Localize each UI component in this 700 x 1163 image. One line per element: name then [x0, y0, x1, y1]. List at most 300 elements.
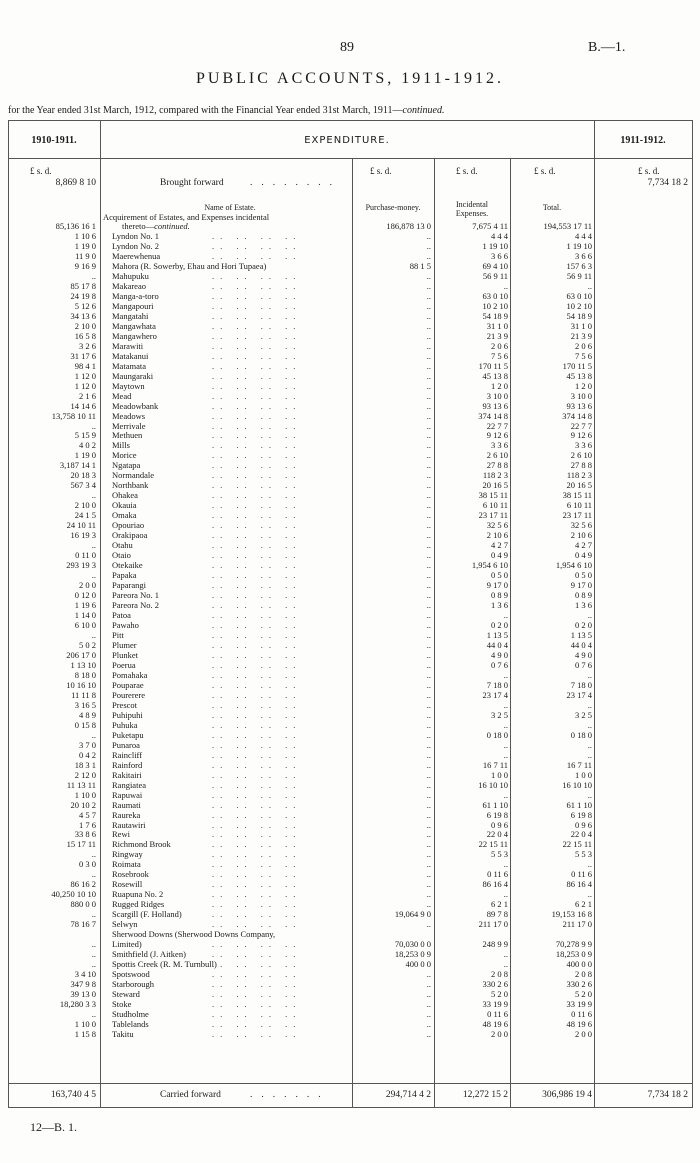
cell-incidental-expenses: 22 15 11 [478, 839, 508, 850]
cell-1910-amount: .. [91, 1009, 96, 1020]
cell-purchase-money: .. [426, 699, 431, 710]
cell-estate-name: Normandale [112, 470, 155, 481]
cell-incidental-expenses: 22 7 7 [486, 420, 508, 431]
cell-total: 6 10 11 [566, 500, 592, 511]
cell-estate-name: Stoke [112, 999, 132, 1010]
cell-incidental-expenses: 0 8 9 [491, 590, 508, 601]
cell-1910-amount: 39 13 0 [70, 989, 96, 1000]
unit-total: £ s. d. [534, 166, 556, 176]
cell-total: 3 6 6 [575, 250, 592, 261]
cell-purchase-money: .. [426, 450, 431, 461]
cell-total: 6 2 1 [575, 899, 592, 910]
cell-estate-name: Ngatapa [112, 460, 141, 471]
leader-dots: .. .. .. .. [212, 610, 302, 621]
leader-dots: .. .. .. .. [212, 410, 302, 421]
cell-1910-amount: 0 4 2 [79, 749, 96, 760]
cell-total: 0 18 0 [570, 729, 592, 740]
cell-total: .. [587, 280, 592, 291]
cell-total: 0 7 6 [575, 659, 592, 670]
cell-estate-name: Spotswood [112, 969, 150, 980]
leader-dots: .. .. .. .. [212, 480, 302, 491]
cell-incidental-expenses: 20 16 5 [482, 480, 508, 491]
leader-dots: .. .. .. .. [212, 320, 302, 331]
cell-estate-name: Pawaho [112, 620, 139, 630]
table-row [0, 641, 700, 650]
leader-dots: .. .. .. .. [212, 749, 302, 760]
leader-dots: .. .. .. .. [212, 829, 302, 840]
cell-1910-amount: 3 16 5 [74, 699, 96, 710]
leader-dots: .. .. .. .. [212, 450, 302, 461]
table-row [0, 840, 700, 849]
cell-incidental-expenses: 2 0 0 [491, 1028, 508, 1039]
cell-total: 2 6 10 [570, 450, 592, 461]
cell-purchase-money: .. [426, 610, 431, 621]
cell-total: 16 10 10 [562, 779, 592, 790]
cell-estate-name: Mangatahi [112, 310, 149, 321]
cell-total: 2 10 6 [570, 530, 592, 541]
cell-purchase-money: .. [426, 560, 431, 571]
cell-incidental-expenses: 1 0 0 [491, 769, 508, 780]
cell-incidental-expenses: 16 10 10 [478, 779, 508, 790]
table-row [0, 501, 700, 510]
table-row [0, 402, 700, 411]
cell-incidental-expenses: 33 19 9 [482, 999, 508, 1010]
cell-1910-amount: 3 2 6 [79, 340, 96, 351]
carried-forward-purchase: 294,714 4 2 [385, 1090, 431, 1100]
table-row [0, 811, 700, 820]
cell-total: 0 2 0 [575, 620, 592, 630]
cell-estate-name: Omaka [112, 510, 137, 521]
leader-dots: .. .. .. .. [212, 340, 302, 351]
cell-estate-name: Rosewill [112, 879, 143, 890]
cell-1910-amount: 1 19 0 [74, 450, 96, 461]
cell-total: 2 0 0 [575, 1028, 592, 1039]
cell-purchase-money: .. [426, 669, 431, 680]
cell-estate-name: Puhuka [112, 719, 138, 730]
cell-total: 1 19 10 [566, 240, 592, 251]
cell-incidental-expenses: 63 0 10 [482, 290, 508, 301]
cell-incidental-expenses: 56 9 11 [482, 270, 508, 281]
cell-1910-amount: 2 10 0 [74, 320, 96, 331]
table-row [0, 581, 700, 590]
cell-incidental-expenses: 48 19 6 [482, 1019, 508, 1029]
cell-total: 0 8 9 [575, 590, 592, 601]
leader-dots: .. .. .. .. [212, 879, 302, 890]
cell-purchase-money: 18,253 0 9 [394, 949, 431, 960]
table-row [0, 362, 700, 371]
cell-total: 86 16 4 [566, 879, 592, 890]
cell-incidental-expenses: 374 14 8 [478, 410, 508, 421]
cell-incidental-expenses: 45 13 8 [482, 370, 508, 381]
table-row [0, 711, 700, 720]
table-row [0, 1010, 700, 1019]
cell-total: 6 19 8 [570, 809, 592, 820]
leader-dots: .. .. .. .. [212, 370, 302, 381]
cell-1910-amount: 0 12 0 [74, 590, 96, 601]
cell-total: .. [587, 789, 592, 800]
leader-dots: .. .. .. .. [212, 530, 302, 541]
cell-purchase-money: .. [426, 749, 431, 760]
cell-purchase-money: .. [426, 500, 431, 511]
cell-incidental-expenses: .. [503, 959, 508, 970]
leader-dots: .. .. .. .. [212, 490, 302, 501]
cell-purchase-money: .. [426, 550, 431, 561]
leader-dots: .. .. .. .. [212, 919, 302, 930]
cell-incidental-expenses: 3 3 6 [491, 440, 508, 451]
leader-dots: .. .. .. .. [212, 560, 302, 571]
cell-estate-name: Patoa [112, 610, 131, 621]
cell-estate-name: Marawiti [112, 340, 144, 351]
cell-1910-amount: 880 0 0 [70, 899, 96, 910]
cell-estate-name: Selwyn [112, 919, 138, 930]
cell-1910-amount: .. [91, 959, 96, 970]
leader-dots: .. .. .. .. [212, 400, 302, 411]
cell-1910-amount: 2 10 0 [74, 500, 96, 511]
table-row [0, 850, 700, 859]
cell-incidental-expenses: 54 18 9 [482, 310, 508, 321]
cell-estate-name: Mangawhero [112, 330, 157, 341]
cell-estate-name: Plunket [112, 649, 138, 660]
cell-estate-name: Rapuwai [112, 789, 143, 800]
cell-estate-name: Lyndon No. 1 [112, 230, 159, 241]
cell-total: 330 2 6 [566, 979, 592, 990]
table-row [0, 940, 700, 949]
cell-1910-amount: 16 5 8 [74, 330, 96, 341]
table-row [0, 721, 700, 730]
cell-total: 63 0 10 [566, 290, 592, 301]
cell-estate-name: Otekaike [112, 560, 143, 571]
cell-incidental-expenses: 86 16 4 [482, 879, 508, 890]
table-row [0, 441, 700, 450]
brought-forward-1910: 8,869 8 10 [55, 178, 96, 188]
cell-1910-amount: .. [91, 420, 96, 431]
cell-1910-amount: 293 19 3 [66, 560, 96, 571]
leader-dots: .. .. .. .. [212, 689, 302, 700]
cell-total: 7 18 0 [570, 679, 592, 690]
cell-estate-name: Starborough [112, 979, 155, 990]
table-row [0, 332, 700, 341]
cell-incidental-expenses: 9 17 0 [486, 580, 508, 591]
cell-purchase-money: .. [426, 769, 431, 780]
leader-dots: .. .. .. .. [212, 270, 302, 281]
table-row [0, 741, 700, 750]
cell-estate-name: Rainford [112, 759, 143, 770]
section-heading-line1: Acquirement of Estates, and Expenses incidental [103, 212, 270, 222]
cell-incidental-expenses: 9 12 6 [486, 430, 508, 441]
cell-purchase-money: .. [426, 689, 431, 700]
cell-purchase-money: .. [426, 989, 431, 1000]
cell-total: 170 11 5 [562, 360, 592, 371]
section-heading-row [0, 213, 700, 222]
section-heading-continued: continued. [154, 221, 190, 231]
cell-incidental-expenses: 211 17 0 [478, 919, 508, 930]
cell-incidental-expenses: 7,675 4 11 [472, 221, 508, 231]
leader-dots: .. .. .. .. [212, 969, 302, 980]
carried-forward-incidental: 12,272 15 2 [462, 1090, 508, 1100]
cell-total: 2 0 8 [575, 969, 592, 980]
cell-1910-amount: 0 11 0 [75, 550, 96, 561]
table-row [0, 651, 700, 660]
cell-1910-amount: 86 16 2 [70, 879, 96, 890]
header-expenditure: EXPENDITURE. [304, 135, 390, 146]
cell-total: 1 2 0 [575, 380, 592, 391]
column-name-of-estate: Name of Estate. [204, 203, 256, 212]
cell-1910-amount: 1 19 0 [74, 240, 96, 251]
cell-total: 2 0 6 [575, 340, 592, 351]
cell-1910-amount: 3 4 10 [74, 969, 96, 980]
table-row [0, 541, 700, 550]
cell-purchase-money: .. [426, 869, 431, 880]
cell-1910-amount: 1 12 0 [74, 370, 96, 381]
cell-total: 3 2 5 [575, 709, 592, 720]
leader-dots: .. .. .. .. [212, 300, 302, 311]
cell-purchase-money: 70,030 0 0 [394, 939, 431, 950]
cell-incidental-expenses: 5 2 0 [491, 989, 508, 1000]
cell-total: 0 11 6 [571, 869, 592, 880]
table-row [0, 661, 700, 670]
cell-incidental-expenses: .. [503, 859, 508, 870]
subtitle-text: for the Year ended 31st March, 1912, compared with the Financial Year ended 31st March, 1911— [8, 105, 403, 116]
table-row [0, 601, 700, 610]
cell-incidental-expenses: 0 9 6 [491, 819, 508, 830]
cell-estate-name: Lyndon No. 2 [112, 240, 159, 251]
column-total: Total. [542, 203, 562, 212]
document-reference: B.—1. [588, 40, 626, 55]
cell-incidental-expenses: 330 2 6 [482, 979, 508, 990]
table-row [0, 751, 700, 760]
subtitle-continued: continued. [402, 105, 445, 116]
cell-estate-name: Rakitairi [112, 769, 142, 780]
cell-total: 33 19 9 [566, 999, 592, 1010]
cell-total: 20 16 5 [566, 480, 592, 491]
table-row [0, 272, 700, 281]
cell-estate-name: Plumer [112, 639, 137, 650]
cell-purchase-money: .. [426, 879, 431, 890]
cell-total: 3 10 0 [570, 390, 592, 401]
cell-1910-amount: 20 10 2 [70, 799, 96, 810]
cell-purchase-money: .. [426, 979, 431, 990]
leader-dots: .. .. .. .. [212, 310, 302, 321]
table-row [0, 701, 700, 710]
cell-estate-name: Matakanui [112, 350, 149, 361]
cell-purchase-money: .. [426, 1019, 431, 1029]
leader-dots: .. .. .. .. [212, 460, 302, 471]
cell-1910-amount: 11 13 11 [66, 779, 96, 790]
page-subtitle [8, 105, 444, 116]
cell-total: 1 13 5 [570, 629, 592, 640]
cell-total: 9 17 0 [570, 580, 592, 591]
cell-total: 10 2 10 [566, 300, 592, 311]
cell-1910-amount: .. [91, 570, 96, 581]
cell-purchase-money: .. [426, 659, 431, 670]
leader-dots: .. .. .. .. [212, 1028, 302, 1039]
cell-incidental-expenses: 31 1 0 [486, 320, 508, 331]
cell-purchase-money: .. [426, 330, 431, 341]
cell-incidental-expenses: 3 2 5 [491, 709, 508, 720]
section-heading-line2 [122, 222, 190, 231]
cell-incidental-expenses: 16 7 11 [482, 759, 508, 770]
header-rule [8, 158, 692, 159]
cell-total: 27 8 8 [570, 460, 592, 471]
table-row [0, 222, 700, 231]
table-row [0, 1030, 700, 1039]
leader-dots: .. .. .. .. [212, 500, 302, 511]
cell-1910-amount: 24 10 11 [66, 520, 96, 531]
table-row [0, 521, 700, 530]
cell-purchase-money: .. [426, 540, 431, 551]
cell-purchase-money: .. [426, 280, 431, 291]
cell-total: 21 3 9 [570, 330, 592, 341]
cell-total: 45 13 8 [566, 370, 592, 381]
cell-incidental-expenses: 1 3 6 [491, 600, 508, 611]
table-row [0, 451, 700, 460]
cell-total: 5 5 3 [575, 849, 592, 860]
leader-dots: .. .. .. .. [212, 889, 302, 900]
cell-total: 16 7 11 [566, 759, 592, 770]
cell-incidental-expenses: 32 5 6 [486, 520, 508, 531]
cell-estate-name: Mangapouri [112, 300, 154, 311]
cell-total: 4 9 0 [575, 649, 592, 660]
cell-incidental-expenses: .. [503, 889, 508, 900]
cell-total: 9 12 6 [570, 430, 592, 441]
table-row [0, 920, 700, 929]
cell-incidental-expenses: 2 10 6 [486, 530, 508, 541]
cell-estate-name: Rangiatea [112, 779, 146, 790]
cell-purchase-money: .. [426, 530, 431, 541]
cell-1910-amount: 11 11 8 [71, 689, 96, 700]
cell-incidental-expenses: 4 9 0 [491, 649, 508, 660]
leader-dots: .. .. .. .. [212, 290, 302, 301]
cell-purchase-money: .. [426, 580, 431, 591]
cell-incidental-expenses: 4 4 4 [491, 230, 508, 241]
cell-incidental-expenses: 6 19 8 [486, 809, 508, 820]
cell-purchase-money: .. [426, 510, 431, 521]
cell-purchase-money: .. [426, 759, 431, 770]
cell-1910-amount: 13,758 10 11 [51, 410, 96, 421]
cell-purchase-money: .. [426, 649, 431, 660]
cell-purchase-money: .. [426, 600, 431, 611]
table-row [0, 960, 700, 969]
leader-dots: .. .. .. .. [212, 999, 302, 1010]
leader-dots: .. .. .. .. [212, 869, 302, 880]
cell-incidental-expenses: 27 8 8 [486, 460, 508, 471]
column-purchase-money: Purchase-money. [365, 203, 421, 212]
cell-incidental-expenses: 0 18 0 [486, 729, 508, 740]
cell-1910-amount: 34 13 6 [70, 310, 96, 321]
leader-dots: .. .. .. .. [212, 580, 302, 591]
cell-total: 32 5 6 [570, 520, 592, 531]
table-row [0, 631, 700, 640]
cell-total: 118 2 3 [566, 470, 592, 481]
cell-estate-name: Pareora No. 2 [112, 600, 159, 611]
leader-dots: .. .. .. .. [212, 380, 302, 391]
cell-total: 61 1 10 [566, 799, 592, 810]
cell-1910-amount: 85 17 8 [70, 280, 96, 291]
brought-forward-1911: 7,734 18 2 [647, 178, 688, 188]
cell-total: 374 14 8 [562, 410, 592, 421]
cell-estate-name: Roimata [112, 859, 141, 870]
cell-estate-name: Otaio [112, 550, 131, 561]
cell-incidental-expenses: .. [503, 739, 508, 750]
cell-total: 23 17 4 [566, 689, 592, 700]
table-row [0, 801, 700, 810]
cell-total: 400 0 0 [566, 959, 592, 970]
cell-incidental-expenses: 1 2 0 [491, 380, 508, 391]
leader-dots: .. .. .. .. [212, 989, 302, 1000]
cell-purchase-money: .. [426, 779, 431, 790]
cell-purchase-money: .. [426, 629, 431, 640]
cell-estate-name: Raumati [112, 799, 141, 810]
cell-1910-amount: 4 0 2 [79, 440, 96, 451]
cell-1910-amount: 4 5 7 [79, 809, 96, 820]
leader-dots: .. .. .. .. [212, 959, 302, 970]
cell-estate-name: Pareora No. 1 [112, 590, 159, 601]
cell-estate-name: Sherwood Downs (Sherwood Downs Company, [112, 929, 276, 940]
table-row [0, 611, 700, 620]
cell-purchase-money: .. [426, 969, 431, 980]
cell-total: .. [587, 699, 592, 710]
cell-total: 1 0 0 [575, 769, 592, 780]
leader-dots: .. .. .. .. [212, 899, 302, 910]
cell-incidental-expenses: 61 1 10 [482, 799, 508, 810]
cell-total: .. [587, 749, 592, 760]
table-row [0, 531, 700, 540]
cell-incidental-expenses: .. [503, 699, 508, 710]
cell-total: 0 5 0 [575, 570, 592, 581]
cell-purchase-money: .. [426, 480, 431, 491]
cell-total: 22 7 7 [570, 420, 592, 431]
table-row [0, 781, 700, 790]
cell-estate-name: Rautawiri [112, 819, 146, 830]
cell-purchase-money: .. [426, 400, 431, 411]
cell-incidental-expenses: 0 5 0 [491, 570, 508, 581]
cell-purchase-money: .. [426, 799, 431, 810]
leader-dots: .. .. .. .. [212, 779, 302, 790]
table-row [0, 322, 700, 331]
cell-incidental-expenses: 6 10 11 [482, 500, 508, 511]
cell-incidental-expenses: .. [503, 719, 508, 730]
cell-estate-name: Pourerere [112, 689, 146, 700]
leader-dots: .. .. .. .. [212, 420, 302, 431]
carried-forward-label: Carried forward [160, 1090, 221, 1100]
cell-purchase-money: .. [426, 360, 431, 371]
cell-1910-amount: .. [91, 869, 96, 880]
cell-estate-name: Scargill (F. Holland) [112, 909, 182, 920]
leader-dots: .. .. .. .. [212, 909, 302, 920]
page-title: PUBLIC ACCOUNTS, 1911-1912. [196, 70, 504, 87]
table-row [0, 431, 700, 440]
brought-forward-dots: ........ [250, 178, 341, 188]
leader-dots: .. .. .. .. [212, 939, 302, 950]
leader-dots: .. .. .. .. [212, 859, 302, 870]
table-row [0, 950, 700, 959]
cell-purchase-money: .. [426, 590, 431, 601]
table-row [0, 382, 700, 391]
table-row [0, 970, 700, 979]
leader-dots: .. .. .. .. [212, 639, 302, 650]
cell-estate-name: Papaka [112, 570, 137, 581]
cell-1910-amount: 6 10 0 [74, 620, 96, 630]
cell-1910-amount: 16 19 3 [70, 530, 96, 541]
unit-1911: £ s. d. [638, 166, 660, 176]
leader-dots: .. .. .. .. [212, 849, 302, 860]
cell-estate-name: Opouriao [112, 520, 145, 531]
footer-rule-bottom [8, 1107, 692, 1108]
cell-total: 157 6 3 [566, 260, 592, 271]
cell-estate-name: Steward [112, 989, 140, 1000]
cell-purchase-money: .. [426, 490, 431, 501]
cell-purchase-money: .. [426, 839, 431, 850]
